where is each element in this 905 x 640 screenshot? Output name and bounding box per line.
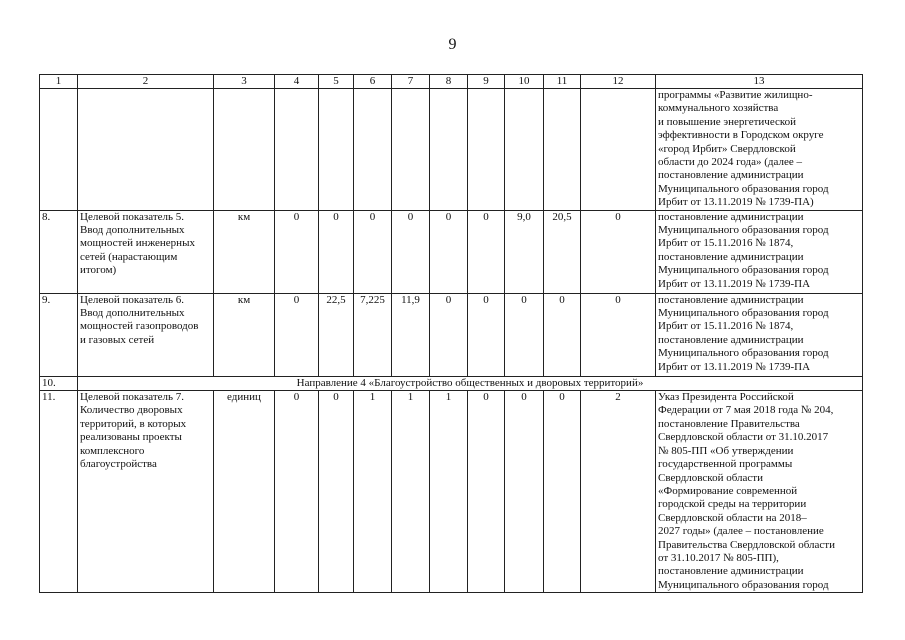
indicator-name-line: мощностей инженерных	[80, 237, 195, 250]
basis-line: Свердловской области от 31.10.2017	[658, 431, 829, 444]
indicator-name	[78, 293, 214, 376]
basis-line: Ирбит от 13.11.2019 № 1739-ПА)	[658, 196, 814, 209]
section-title: Направление 4 «Благоустройство общественных и дворовых территорий»	[78, 376, 863, 390]
value-cell: 0	[354, 210, 392, 293]
value-cell: 0	[319, 391, 354, 593]
value-cell: 0	[468, 391, 505, 593]
indicator-name	[78, 210, 214, 293]
basis-line: Муниципального образования город	[658, 182, 829, 195]
value-cell: 0	[581, 210, 656, 293]
indicator-name-line: итогом)	[80, 264, 117, 277]
basis-line: эффективности в Городском округе	[658, 129, 824, 142]
value-cell: 1	[430, 391, 468, 593]
indicator-name-line: Целевой показатель 6.	[80, 293, 185, 306]
basis-line: постановление администрации	[658, 250, 804, 263]
value-cell: 1	[392, 391, 430, 593]
basis-line: Указ Президента Российской	[658, 391, 794, 404]
header-cell: 1	[40, 75, 78, 89]
value-cell: 0	[505, 391, 544, 593]
basis-line: от 31.10.2017 № 805-ПП),	[658, 551, 779, 564]
row-index: 9.	[40, 293, 78, 376]
value-cell	[392, 89, 430, 211]
basis-line: Муниципального образования город	[658, 307, 829, 320]
basis-line: Правительства Свердловской области	[658, 538, 835, 551]
basis-line: постановление администрации	[658, 293, 804, 306]
header-cell: 4	[275, 75, 319, 89]
header-cell: 8	[430, 75, 468, 89]
indicator-name-line: Ввод дополнительных	[80, 307, 185, 320]
header-cell: 11	[544, 75, 581, 89]
value-cell: 0	[544, 293, 581, 376]
value-cell: 2	[581, 391, 656, 593]
indicator-name-line: мощностей газопроводов	[80, 320, 199, 333]
basis-line: постановление администрации	[658, 210, 804, 223]
value-cell: 0	[581, 293, 656, 376]
value-cell: 7,225	[354, 293, 392, 376]
indicator-name-line: Ввод дополнительных	[80, 224, 185, 237]
section-row	[40, 376, 863, 390]
basis-line: Свердловской области на 2018–	[658, 511, 807, 524]
basis-line: городской среды на территории	[658, 498, 807, 511]
page-number: 9	[448, 36, 457, 53]
unit-cell	[214, 89, 275, 211]
table-row	[40, 293, 863, 376]
header-cell: 10	[505, 75, 544, 89]
basis-cell	[656, 293, 863, 376]
basis-line: программы «Развитие жилищно-	[658, 89, 813, 101]
indicator-name-line: комплексного	[80, 444, 145, 457]
indicator-table	[39, 74, 863, 593]
header-cell: 5	[319, 75, 354, 89]
basis-line: Свердловской области	[658, 471, 763, 484]
basis-line: 2027 годы» (далее – постановление	[658, 525, 824, 538]
value-cell: 0	[430, 293, 468, 376]
row-index: 10.	[40, 376, 78, 390]
basis-line: Муниципального образования город	[658, 347, 829, 360]
header-cell: 13	[656, 75, 863, 89]
row-index	[40, 89, 78, 211]
header-cell: 3	[214, 75, 275, 89]
basis-line: области до 2024 года» (далее –	[658, 156, 803, 169]
basis-line: Ирбит от 15.11.2016 № 1874,	[658, 237, 794, 250]
value-cell	[354, 89, 392, 211]
row-index: 11.	[40, 391, 78, 593]
basis-line: Федерации от 7 мая 2018 года № 204,	[658, 404, 834, 417]
indicator-name	[78, 391, 214, 593]
value-cell: 1	[354, 391, 392, 593]
basis-line: Ирбит от 15.11.2016 № 1874,	[658, 320, 794, 333]
table-row	[40, 210, 863, 293]
indicator-name-line: Целевой показатель 5.	[80, 210, 185, 223]
value-cell: 0	[275, 391, 319, 593]
header-cell: 9	[468, 75, 505, 89]
table-row	[40, 391, 863, 593]
value-cell: 0	[319, 210, 354, 293]
value-cell: 0	[275, 210, 319, 293]
unit-cell: единиц	[214, 391, 275, 593]
basis-line: постановление администрации	[658, 565, 804, 578]
value-cell	[505, 89, 544, 211]
value-cell: 0	[505, 293, 544, 376]
value-cell: 22,5	[319, 293, 354, 376]
basis-cell	[656, 210, 863, 293]
basis-line: Муниципального образования город	[658, 578, 829, 591]
header-cell: 2	[78, 75, 214, 89]
indicator-name-line: и газовых сетей	[80, 333, 155, 346]
indicator-name-line: Количество дворовых	[80, 404, 183, 417]
value-cell	[319, 89, 354, 211]
value-cell: 11,9	[392, 293, 430, 376]
value-cell	[430, 89, 468, 211]
basis-line: постановление администрации	[658, 169, 804, 182]
value-cell	[275, 89, 319, 211]
value-cell: 0	[468, 210, 505, 293]
indicator-name-line: Целевой показатель 7.	[80, 391, 185, 404]
unit-cell: км	[214, 210, 275, 293]
value-cell	[581, 89, 656, 211]
value-cell	[468, 89, 505, 211]
basis-cell	[656, 89, 863, 211]
basis-line: Муниципального образования город	[658, 224, 829, 237]
unit-cell: км	[214, 293, 275, 376]
header-cell: 7	[392, 75, 430, 89]
indicator-name-line: сетей (нарастающим	[80, 250, 178, 263]
basis-line: Ирбит от 13.11.2019 № 1739-ПА	[658, 360, 811, 373]
basis-line: постановление администрации	[658, 333, 804, 346]
basis-line: «Формирование современной	[658, 484, 798, 497]
indicator-name	[78, 89, 214, 211]
value-cell: 0	[544, 391, 581, 593]
value-cell: 0	[275, 293, 319, 376]
row-index: 8.	[40, 210, 78, 293]
value-cell: 0	[430, 210, 468, 293]
value-cell: 0	[392, 210, 430, 293]
indicator-name-line: территорий, в которых	[80, 417, 187, 430]
basis-line: постановление Правительства	[658, 417, 800, 430]
header-row	[40, 75, 863, 89]
indicator-name-line: реализованы проекты	[80, 431, 182, 444]
value-cell: 0	[468, 293, 505, 376]
basis-line: коммунального хозяйства	[658, 102, 779, 115]
table-row	[40, 89, 863, 211]
basis-line: № 805-ПП «Об утверждении	[658, 444, 794, 457]
basis-line: государственной программы	[658, 458, 793, 471]
header-cell: 6	[354, 75, 392, 89]
value-cell	[544, 89, 581, 211]
basis-line: Муниципального образования город	[658, 264, 829, 277]
basis-line: «город Ирбит» Свердловской	[658, 142, 796, 155]
value-cell: 20,5	[544, 210, 581, 293]
basis-cell	[656, 391, 863, 593]
value-cell: 9,0	[505, 210, 544, 293]
basis-line: Ирбит от 13.11.2019 № 1739-ПА	[658, 277, 811, 290]
header-cell: 12	[581, 75, 656, 89]
basis-line: и повышение энергетической	[658, 115, 797, 128]
indicator-name-line: благоустройства	[80, 458, 157, 471]
